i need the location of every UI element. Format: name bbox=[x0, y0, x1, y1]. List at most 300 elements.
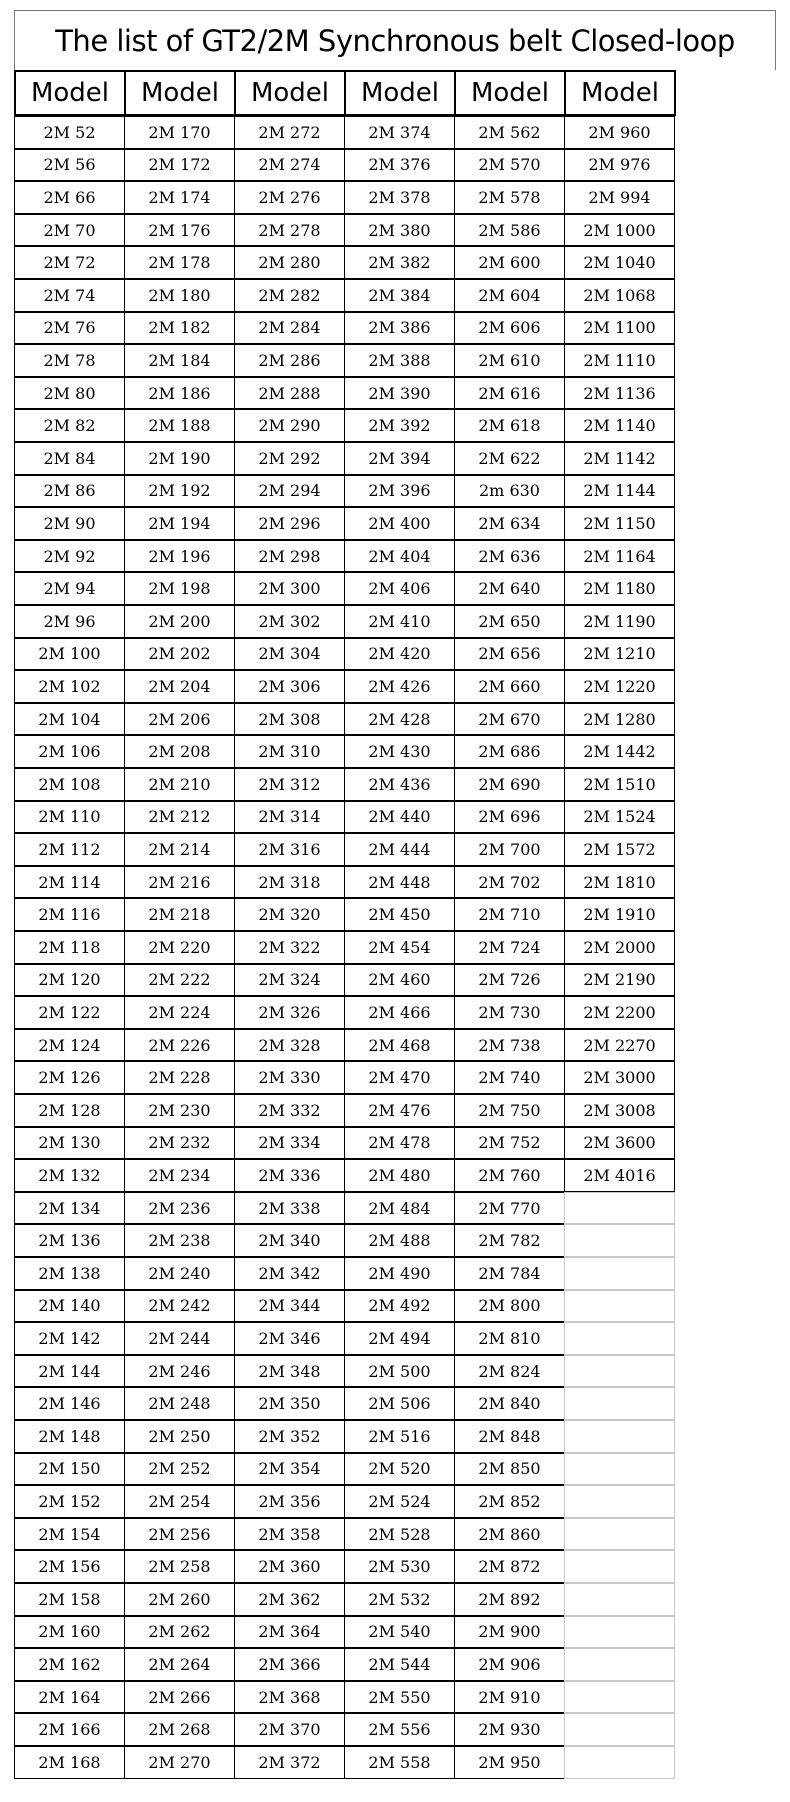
model-cell: 2M 218 bbox=[124, 898, 235, 931]
model-cell: 2M 1136 bbox=[564, 377, 675, 410]
model-cell: 2M 186 bbox=[124, 377, 235, 410]
model-cell: 2M 178 bbox=[124, 246, 235, 279]
model-cell: 2M 358 bbox=[234, 1518, 345, 1551]
model-cell: 2M 168 bbox=[14, 1746, 125, 1779]
model-cell: 2M 172 bbox=[124, 149, 235, 182]
model-cell: 2M 334 bbox=[234, 1127, 345, 1160]
model-cell: 2M 110 bbox=[14, 801, 125, 834]
empty-cell bbox=[564, 1616, 675, 1649]
model-cell: 2M 2270 bbox=[564, 1029, 675, 1062]
model-cell: 2M 426 bbox=[344, 670, 455, 703]
model-cell: 2M 540 bbox=[344, 1616, 455, 1649]
model-cell: 2M 392 bbox=[344, 409, 455, 442]
model-cell: 2M 274 bbox=[234, 149, 345, 182]
model-cell: 2M 298 bbox=[234, 540, 345, 573]
model-cell: 2M 710 bbox=[454, 898, 565, 931]
model-cell: 2M 318 bbox=[234, 866, 345, 899]
model-cell: 2M 142 bbox=[14, 1322, 125, 1355]
model-cell: 2M 282 bbox=[234, 279, 345, 312]
model-cell: 2M 204 bbox=[124, 670, 235, 703]
model-cell: 2M 344 bbox=[234, 1290, 345, 1323]
model-cell: 2M 152 bbox=[14, 1485, 125, 1518]
model-cell: 2M 240 bbox=[124, 1257, 235, 1290]
empty-cell bbox=[564, 1387, 675, 1420]
model-cell: 2M 1572 bbox=[564, 833, 675, 866]
model-cell: 2M 294 bbox=[234, 475, 345, 508]
model-cell: 2M 840 bbox=[454, 1387, 565, 1420]
model-cell: 2M 302 bbox=[234, 605, 345, 638]
model-cell: 2M 132 bbox=[14, 1159, 125, 1192]
model-cell: 2M 180 bbox=[124, 279, 235, 312]
model-cell: 2M 258 bbox=[124, 1550, 235, 1583]
model-cell: 2M 364 bbox=[234, 1616, 345, 1649]
model-cell: 2M 122 bbox=[14, 996, 125, 1029]
model-cell: 2M 160 bbox=[14, 1616, 125, 1649]
model-cell: 2M 336 bbox=[234, 1159, 345, 1192]
empty-cell bbox=[564, 1518, 675, 1551]
model-cell: 2M 66 bbox=[14, 181, 125, 214]
empty-cell bbox=[564, 1355, 675, 1388]
model-cell: 2M 56 bbox=[14, 149, 125, 182]
model-cell: 2M 524 bbox=[344, 1485, 455, 1518]
model-cell: 2M 494 bbox=[344, 1322, 455, 1355]
model-cell: 2M 148 bbox=[14, 1420, 125, 1453]
model-cell: 2M 2000 bbox=[564, 931, 675, 964]
empty-cell bbox=[564, 1322, 675, 1355]
model-cell: 2M 264 bbox=[124, 1648, 235, 1681]
model-cell: 2M 184 bbox=[124, 344, 235, 377]
model-cell: 2M 824 bbox=[454, 1355, 565, 1388]
model-cell: 2M 760 bbox=[454, 1159, 565, 1192]
model-cell: 2M 146 bbox=[14, 1387, 125, 1420]
model-cell: 2M 106 bbox=[14, 735, 125, 768]
model-cell: 2M 2200 bbox=[564, 996, 675, 1029]
model-cell: 2M 430 bbox=[344, 735, 455, 768]
model-cell: 2M 690 bbox=[454, 768, 565, 801]
model-cell: 2M 176 bbox=[124, 214, 235, 247]
model-cell: 2M 308 bbox=[234, 703, 345, 736]
model-cell: 2M 454 bbox=[344, 931, 455, 964]
model-cell: 2M 478 bbox=[344, 1127, 455, 1160]
model-cell: 2M 188 bbox=[124, 409, 235, 442]
model-cell: 2M 570 bbox=[454, 149, 565, 182]
model-cell: 2M 604 bbox=[454, 279, 565, 312]
model-cell: 2M 556 bbox=[344, 1713, 455, 1746]
model-cell: 2M 520 bbox=[344, 1453, 455, 1486]
model-cell: 2M 312 bbox=[234, 768, 345, 801]
model-cell: 2M 158 bbox=[14, 1583, 125, 1616]
model-cell: 2M 634 bbox=[454, 507, 565, 540]
model-cell: 2M 198 bbox=[124, 572, 235, 605]
model-cell: 2M 112 bbox=[14, 833, 125, 866]
model-cell: 2M 528 bbox=[344, 1518, 455, 1551]
model-cell: 2M 236 bbox=[124, 1192, 235, 1225]
model-cell: 2M 362 bbox=[234, 1583, 345, 1616]
model-cell: 2M 372 bbox=[234, 1746, 345, 1779]
model-cell: 2M 1810 bbox=[564, 866, 675, 899]
model-cell: 2M 400 bbox=[344, 507, 455, 540]
model-cell: 2M 994 bbox=[564, 181, 675, 214]
empty-cell bbox=[564, 1192, 675, 1225]
empty-cell bbox=[564, 1485, 675, 1518]
model-cell: 2M 1144 bbox=[564, 475, 675, 508]
model-cell: 2M 96 bbox=[14, 605, 125, 638]
model-cell: 2M 286 bbox=[234, 344, 345, 377]
model-cell: 2M 488 bbox=[344, 1224, 455, 1257]
model-cell: 2M 1164 bbox=[564, 540, 675, 573]
model-cell: 2M 3600 bbox=[564, 1127, 675, 1160]
model-cell: 2M 210 bbox=[124, 768, 235, 801]
model-cell: 2M 558 bbox=[344, 1746, 455, 1779]
model-cell: 2M 380 bbox=[344, 214, 455, 247]
model-cell: 2M 950 bbox=[454, 1746, 565, 1779]
model-cell: 2M 600 bbox=[454, 246, 565, 279]
model-cell: 2M 532 bbox=[344, 1583, 455, 1616]
model-cell: 2M 848 bbox=[454, 1420, 565, 1453]
model-cell: 2M 248 bbox=[124, 1387, 235, 1420]
model-cell: 2M 490 bbox=[344, 1257, 455, 1290]
model-cell: 2M 740 bbox=[454, 1061, 565, 1094]
model-cell: 2M 128 bbox=[14, 1094, 125, 1127]
model-cell: 2M 356 bbox=[234, 1485, 345, 1518]
model-cell: 2M 660 bbox=[454, 670, 565, 703]
model-cell: 2M 480 bbox=[344, 1159, 455, 1192]
model-cell: 2M 738 bbox=[454, 1029, 565, 1062]
model-cell: 2M 94 bbox=[14, 572, 125, 605]
empty-cell bbox=[564, 1681, 675, 1714]
model-cell: 2M 102 bbox=[14, 670, 125, 703]
model-cell: 2M 72 bbox=[14, 246, 125, 279]
model-cell: 2M 144 bbox=[14, 1355, 125, 1388]
model-cell: 2M 330 bbox=[234, 1061, 345, 1094]
model-cell: 2M 686 bbox=[454, 735, 565, 768]
model-cell: 2M 420 bbox=[344, 638, 455, 671]
model-cell: 2M 238 bbox=[124, 1224, 235, 1257]
model-cell: 2M 586 bbox=[454, 214, 565, 247]
model-cell: 2M 92 bbox=[14, 540, 125, 573]
model-cell: 2M 276 bbox=[234, 181, 345, 214]
model-cell: 2M 406 bbox=[344, 572, 455, 605]
model-cell: 2M 272 bbox=[234, 116, 345, 149]
model-cell: 2M 1210 bbox=[564, 638, 675, 671]
empty-cell bbox=[564, 1257, 675, 1290]
model-table bbox=[14, 70, 776, 1792]
model-cell: 2M 254 bbox=[124, 1485, 235, 1518]
model-cell: 2M 530 bbox=[344, 1550, 455, 1583]
model-cell: 2M 470 bbox=[344, 1061, 455, 1094]
model-cell: 2M 296 bbox=[234, 507, 345, 540]
model-cell: 2M 100 bbox=[14, 638, 125, 671]
model-cell: 2M 616 bbox=[454, 377, 565, 410]
model-cell: 2M 194 bbox=[124, 507, 235, 540]
model-cell: 2M 124 bbox=[14, 1029, 125, 1062]
model-cell: 2M 390 bbox=[344, 377, 455, 410]
model-cell: 2M 206 bbox=[124, 703, 235, 736]
model-cell: 2M 182 bbox=[124, 312, 235, 345]
model-cell: 2M 84 bbox=[14, 442, 125, 475]
model-cell: 2M 382 bbox=[344, 246, 455, 279]
model-cell: 2M 366 bbox=[234, 1648, 345, 1681]
model-cell: 2M 2190 bbox=[564, 964, 675, 997]
model-cell: 2M 104 bbox=[14, 703, 125, 736]
model-cell: 2M 76 bbox=[14, 312, 125, 345]
model-cell: 2M 140 bbox=[14, 1290, 125, 1323]
model-cell: 2M 162 bbox=[14, 1648, 125, 1681]
model-cell: 2M 266 bbox=[124, 1681, 235, 1714]
model-cell: 2M 82 bbox=[14, 409, 125, 442]
model-cell: 2M 220 bbox=[124, 931, 235, 964]
model-cell: 2M 324 bbox=[234, 964, 345, 997]
model-cell: 2M 316 bbox=[234, 833, 345, 866]
model-cell: 2M 784 bbox=[454, 1257, 565, 1290]
model-cell: 2M 622 bbox=[454, 442, 565, 475]
model-cell: 2M 1142 bbox=[564, 442, 675, 475]
model-cell: 2m 630 bbox=[454, 475, 565, 508]
model-cell: 2M 448 bbox=[344, 866, 455, 899]
model-cell: 2M 388 bbox=[344, 344, 455, 377]
model-cell: 2M 328 bbox=[234, 1029, 345, 1062]
empty-cell bbox=[564, 1648, 675, 1681]
model-cell: 2M 208 bbox=[124, 735, 235, 768]
model-cell: 2M 114 bbox=[14, 866, 125, 899]
model-cell: 2M 74 bbox=[14, 279, 125, 312]
model-cell: 2M 120 bbox=[14, 964, 125, 997]
model-cell: 2M 750 bbox=[454, 1094, 565, 1127]
model-cell: 2M 782 bbox=[454, 1224, 565, 1257]
model-cell: 2M 268 bbox=[124, 1713, 235, 1746]
model-cell: 2M 304 bbox=[234, 638, 345, 671]
model-cell: 2M 200 bbox=[124, 605, 235, 638]
model-cell: 2M 700 bbox=[454, 833, 565, 866]
model-cell: 2M 134 bbox=[14, 1192, 125, 1225]
model-cell: 2M 1000 bbox=[564, 214, 675, 247]
model-cell: 2M 386 bbox=[344, 312, 455, 345]
model-cell: 2M 250 bbox=[124, 1420, 235, 1453]
model-cell: 2M 930 bbox=[454, 1713, 565, 1746]
model-cell: 2M 214 bbox=[124, 833, 235, 866]
model-cell: 2M 130 bbox=[14, 1127, 125, 1160]
empty-cell bbox=[564, 1420, 675, 1453]
model-cell: 2M 234 bbox=[124, 1159, 235, 1192]
model-cell: 2M 724 bbox=[454, 931, 565, 964]
model-cell: 2M 900 bbox=[454, 1616, 565, 1649]
model-cell: 2M 284 bbox=[234, 312, 345, 345]
model-cell: 2M 492 bbox=[344, 1290, 455, 1323]
model-cell: 2M 976 bbox=[564, 149, 675, 182]
model-cell: 2M 326 bbox=[234, 996, 345, 1029]
model-cell: 2M 650 bbox=[454, 605, 565, 638]
model-cell: 2M 702 bbox=[454, 866, 565, 899]
model-cell: 2M 138 bbox=[14, 1257, 125, 1290]
model-cell: 2M 610 bbox=[454, 344, 565, 377]
model-cell: 2M 90 bbox=[14, 507, 125, 540]
model-cell: 2M 108 bbox=[14, 768, 125, 801]
model-cell: 2M 1524 bbox=[564, 801, 675, 834]
model-cell: 2M 228 bbox=[124, 1061, 235, 1094]
model-cell: 2M 396 bbox=[344, 475, 455, 508]
model-cell: 2M 910 bbox=[454, 1681, 565, 1714]
model-cell: 2M 1140 bbox=[564, 409, 675, 442]
model-cell: 2M 606 bbox=[454, 312, 565, 345]
model-cell: 2M 292 bbox=[234, 442, 345, 475]
model-cell: 2M 256 bbox=[124, 1518, 235, 1551]
model-cell: 2M 450 bbox=[344, 898, 455, 931]
model-cell: 2M 1100 bbox=[564, 312, 675, 345]
empty-cell bbox=[564, 1453, 675, 1486]
model-cell: 2M 468 bbox=[344, 1029, 455, 1062]
model-cell: 2M 314 bbox=[234, 801, 345, 834]
model-cell: 2M 1910 bbox=[564, 898, 675, 931]
empty-cell bbox=[564, 1746, 675, 1779]
model-cell: 2M 368 bbox=[234, 1681, 345, 1714]
model-cell: 2M 4016 bbox=[564, 1159, 675, 1192]
model-cell: 2M 348 bbox=[234, 1355, 345, 1388]
model-cell: 2M 1442 bbox=[564, 735, 675, 768]
column-header-3: Model bbox=[234, 70, 346, 116]
model-cell: 2M 1190 bbox=[564, 605, 675, 638]
model-cell: 2M 310 bbox=[234, 735, 345, 768]
model-cell: 2M 354 bbox=[234, 1453, 345, 1486]
model-cell: 2M 154 bbox=[14, 1518, 125, 1551]
model-cell: 2M 1110 bbox=[564, 344, 675, 377]
model-cell: 2M 290 bbox=[234, 409, 345, 442]
model-cell: 2M 484 bbox=[344, 1192, 455, 1225]
model-cell: 2M 346 bbox=[234, 1322, 345, 1355]
model-cell: 2M 410 bbox=[344, 605, 455, 638]
model-cell: 2M 3008 bbox=[564, 1094, 675, 1127]
model-cell: 2M 86 bbox=[14, 475, 125, 508]
model-cell: 2M 730 bbox=[454, 996, 565, 1029]
model-cell: 2M 726 bbox=[454, 964, 565, 997]
model-cell: 2M 202 bbox=[124, 638, 235, 671]
model-cell: 2M 960 bbox=[564, 116, 675, 149]
model-cell: 2M 810 bbox=[454, 1322, 565, 1355]
model-cell: 2M 618 bbox=[454, 409, 565, 442]
empty-cell bbox=[564, 1550, 675, 1583]
model-cell: 2M 280 bbox=[234, 246, 345, 279]
model-cell: 2M 466 bbox=[344, 996, 455, 1029]
model-cell: 2M 332 bbox=[234, 1094, 345, 1127]
model-cell: 2M 262 bbox=[124, 1616, 235, 1649]
model-cell: 2M 78 bbox=[14, 344, 125, 377]
model-cell: 2M 1180 bbox=[564, 572, 675, 605]
model-cell: 2M 212 bbox=[124, 801, 235, 834]
model-cell: 2M 246 bbox=[124, 1355, 235, 1388]
model-cell: 2M 340 bbox=[234, 1224, 345, 1257]
model-cell: 2M 136 bbox=[14, 1224, 125, 1257]
model-cell: 2M 350 bbox=[234, 1387, 345, 1420]
model-cell: 2M 322 bbox=[234, 931, 345, 964]
empty-cell bbox=[564, 1713, 675, 1746]
model-cell: 2M 1150 bbox=[564, 507, 675, 540]
model-cell: 2M 578 bbox=[454, 181, 565, 214]
model-cell: 2M 278 bbox=[234, 214, 345, 247]
model-cell: 2M 852 bbox=[454, 1485, 565, 1518]
model-cell: 2M 150 bbox=[14, 1453, 125, 1486]
model-cell: 2M 338 bbox=[234, 1192, 345, 1225]
model-cell: 2M 156 bbox=[14, 1550, 125, 1583]
model-cell: 2M 444 bbox=[344, 833, 455, 866]
model-cell: 2M 872 bbox=[454, 1550, 565, 1583]
model-cell: 2M 752 bbox=[454, 1127, 565, 1160]
model-cell: 2M 850 bbox=[454, 1453, 565, 1486]
model-cell: 2M 224 bbox=[124, 996, 235, 1029]
column-header-5: Model bbox=[454, 70, 566, 116]
model-cell: 2M 118 bbox=[14, 931, 125, 964]
model-cell: 2M 164 bbox=[14, 1681, 125, 1714]
column-header-2: Model bbox=[124, 70, 236, 116]
column-header-6: Model bbox=[564, 70, 676, 116]
model-cell: 2M 550 bbox=[344, 1681, 455, 1714]
model-cell: 2M 800 bbox=[454, 1290, 565, 1323]
model-cell: 2M 500 bbox=[344, 1355, 455, 1388]
model-cell: 2M 670 bbox=[454, 703, 565, 736]
model-cell: 2M 126 bbox=[14, 1061, 125, 1094]
model-cell: 2M 170 bbox=[124, 116, 235, 149]
model-cell: 2M 80 bbox=[14, 377, 125, 410]
belt-list-sheet bbox=[14, 10, 776, 1792]
model-cell: 2M 476 bbox=[344, 1094, 455, 1127]
model-cell: 2M 1040 bbox=[564, 246, 675, 279]
model-cell: 2M 244 bbox=[124, 1322, 235, 1355]
model-cell: 2M 242 bbox=[124, 1290, 235, 1323]
model-cell: 2M 270 bbox=[124, 1746, 235, 1779]
empty-cell bbox=[564, 1583, 675, 1616]
model-cell: 2M 656 bbox=[454, 638, 565, 671]
model-cell: 2M 640 bbox=[454, 572, 565, 605]
model-cell: 2M 300 bbox=[234, 572, 345, 605]
model-cell: 2M 216 bbox=[124, 866, 235, 899]
model-cell: 2M 376 bbox=[344, 149, 455, 182]
model-cell: 2M 352 bbox=[234, 1420, 345, 1453]
model-cell: 2M 696 bbox=[454, 801, 565, 834]
model-cell: 2M 230 bbox=[124, 1094, 235, 1127]
model-cell: 2M 342 bbox=[234, 1257, 345, 1290]
model-cell: 2M 260 bbox=[124, 1583, 235, 1616]
model-cell: 2M 1280 bbox=[564, 703, 675, 736]
model-cell: 2M 460 bbox=[344, 964, 455, 997]
column-header-4: Model bbox=[344, 70, 456, 116]
empty-cell bbox=[564, 1290, 675, 1323]
model-cell: 2M 306 bbox=[234, 670, 345, 703]
model-cell: 2M 116 bbox=[14, 898, 125, 931]
model-cell: 2M 404 bbox=[344, 540, 455, 573]
model-cell: 2M 384 bbox=[344, 279, 455, 312]
model-cell: 2M 226 bbox=[124, 1029, 235, 1062]
model-cell: 2M 174 bbox=[124, 181, 235, 214]
model-cell: 2M 1068 bbox=[564, 279, 675, 312]
model-cell: 2M 636 bbox=[454, 540, 565, 573]
model-cell: 2M 166 bbox=[14, 1713, 125, 1746]
model-cell: 2M 70 bbox=[14, 214, 125, 247]
model-cell: 2M 394 bbox=[344, 442, 455, 475]
model-cell: 2M 436 bbox=[344, 768, 455, 801]
model-cell: 2M 3000 bbox=[564, 1061, 675, 1094]
empty-cell bbox=[564, 1224, 675, 1257]
model-cell: 2M 192 bbox=[124, 475, 235, 508]
model-cell: 2M 288 bbox=[234, 377, 345, 410]
model-cell: 2M 232 bbox=[124, 1127, 235, 1160]
model-cell: 2M 190 bbox=[124, 442, 235, 475]
model-cell: 2M 222 bbox=[124, 964, 235, 997]
model-cell: 2M 860 bbox=[454, 1518, 565, 1551]
model-cell: 2M 516 bbox=[344, 1420, 455, 1453]
model-cell: 2M 196 bbox=[124, 540, 235, 573]
model-cell: 2M 370 bbox=[234, 1713, 345, 1746]
model-cell: 2M 52 bbox=[14, 116, 125, 149]
model-cell: 2M 562 bbox=[454, 116, 565, 149]
page-title: The list of GT2/2M Synchronous belt Closed-loop bbox=[14, 10, 776, 70]
